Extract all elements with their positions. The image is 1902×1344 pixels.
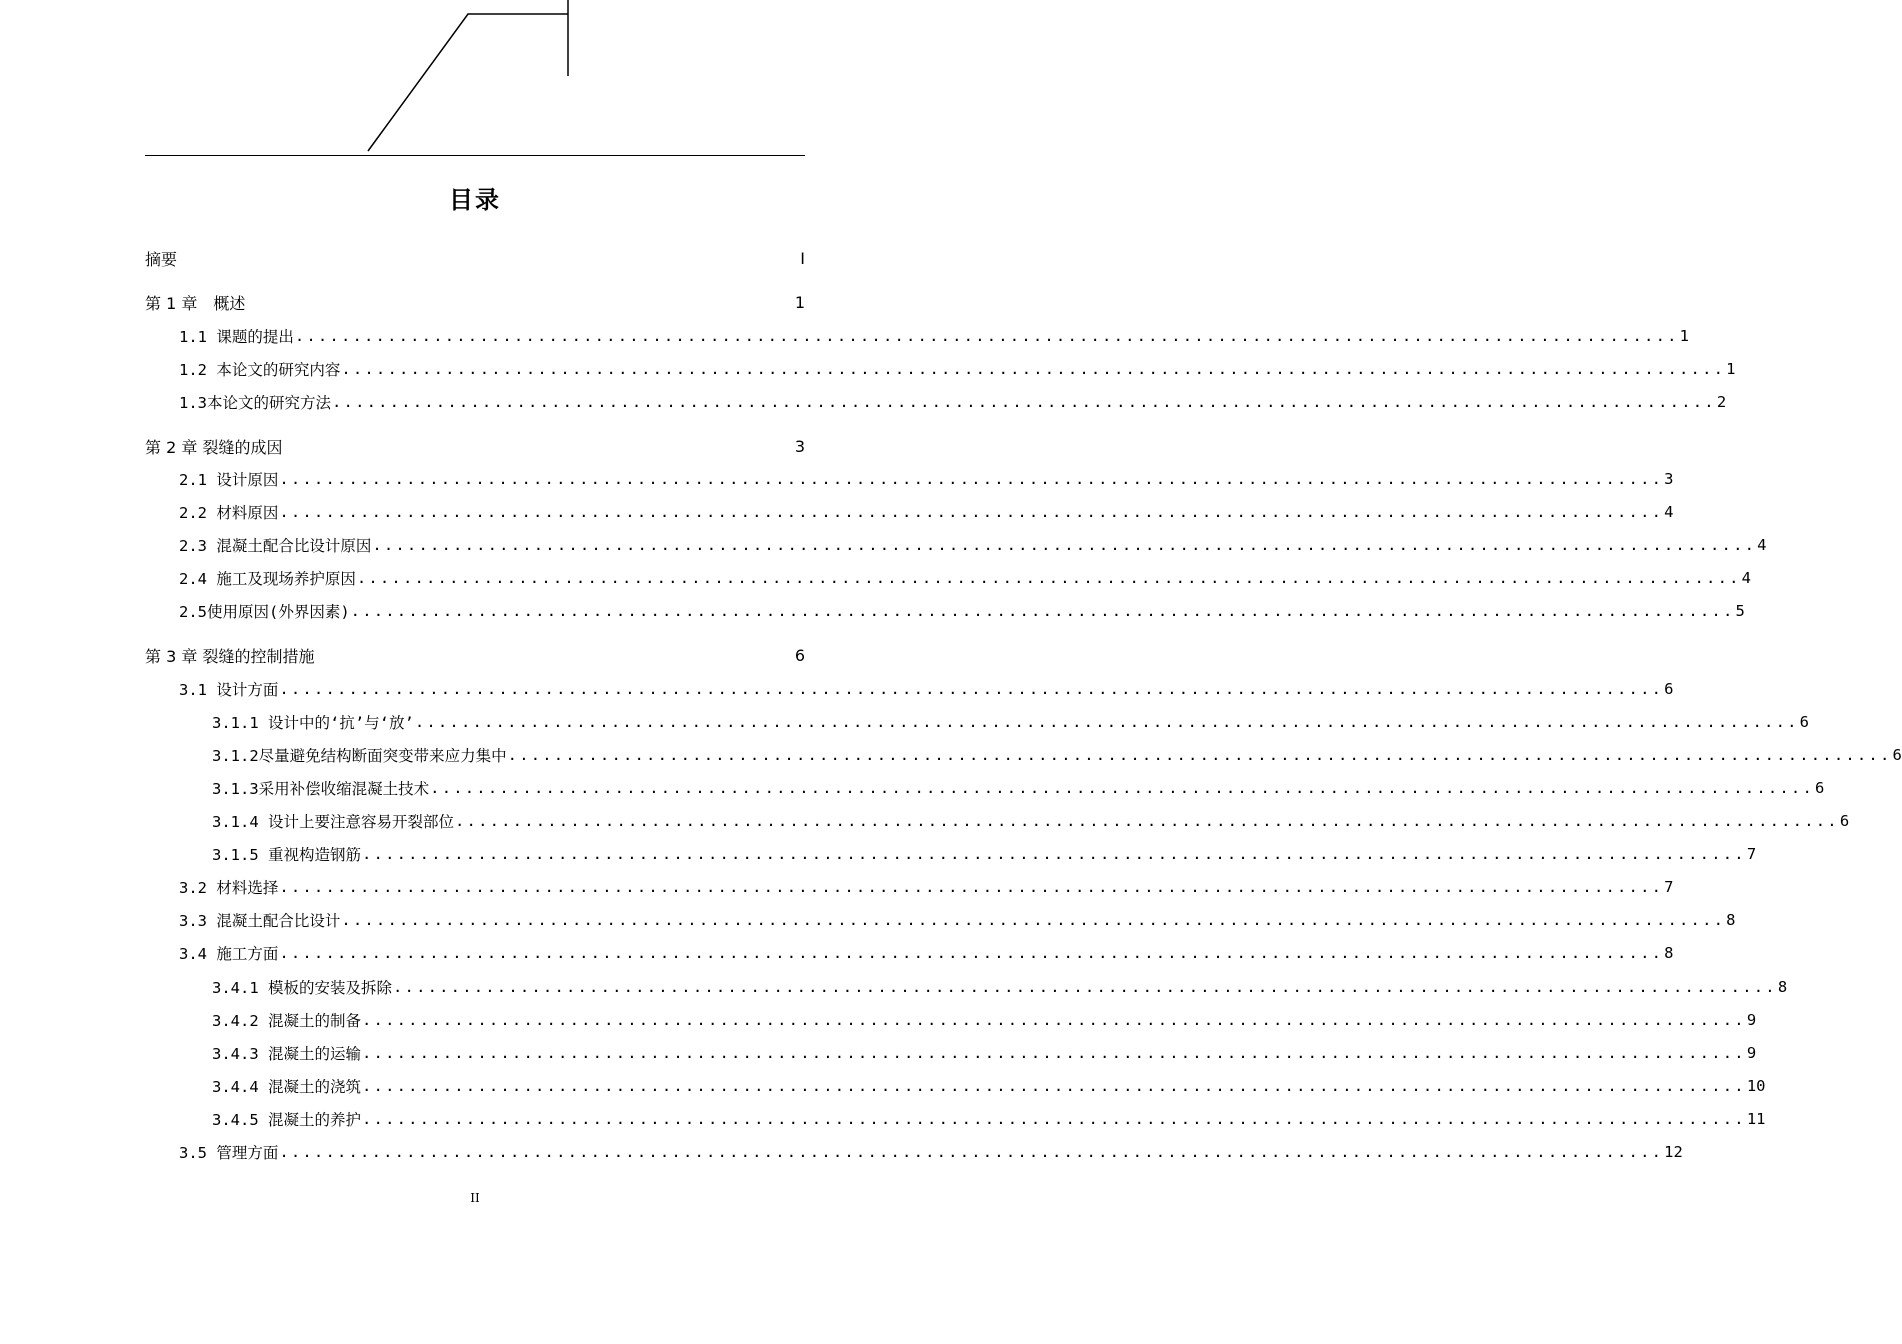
toc-dot-leader: ........................................................................................................................ <box>356 569 1741 588</box>
toc-entry-label: 3.2 材料选择 <box>179 879 279 898</box>
toc-entry-page: 6 <box>1664 679 1674 698</box>
toc-entry-page: 4 <box>1664 503 1674 522</box>
toc-entry[interactable] <box>145 937 1674 970</box>
toc-entry[interactable] <box>145 771 1825 804</box>
toc-dot-leader: ........................................................................................................................ <box>279 944 1664 963</box>
toc-dot-leader: ........................................................................................................................ <box>341 911 1726 930</box>
toc-entry-label: 1.2 本论文的研究内容 <box>179 360 341 379</box>
toc-entry[interactable] <box>145 1003 1757 1036</box>
toc-entry-label: 3.1.2尽量避免结构断面突变带来应力集中 <box>212 746 507 765</box>
toc-entry[interactable] <box>145 562 1751 595</box>
toc-entry-page: 1 <box>1679 326 1689 345</box>
toc-entry-page: 6 <box>1839 812 1850 831</box>
toc-entry-page: 4 <box>1757 536 1767 555</box>
toc-entry-label: 3.5 管理方面 <box>179 1143 279 1162</box>
toc-entry[interactable] <box>145 529 1767 562</box>
toc-entry-label: 第 1 章 概述 <box>145 294 246 314</box>
toc-entry[interactable] <box>145 639 805 672</box>
toc-dot-leader: ........................................................................................................................ <box>362 1010 1746 1029</box>
toc-entry-label: 3.4.5 混凝土的养护 <box>212 1110 361 1129</box>
toc-entry-page: 4 <box>1741 569 1751 588</box>
toc-entry-label: 3.4.1 模板的安装及拆除 <box>212 978 392 997</box>
toc-entry-page: 8 <box>1664 944 1674 963</box>
toc-entry[interactable] <box>145 838 1757 871</box>
toc-entry-label: 3.4.2 混凝土的制备 <box>212 1011 361 1030</box>
header-slant-line <box>368 14 568 151</box>
toc-entry-page: 8 <box>1777 977 1788 996</box>
toc-entry-label: 3.4.3 混凝土的运输 <box>212 1044 361 1063</box>
toc-entry-page: 10 <box>1746 1076 1766 1095</box>
toc-entry-page: 3 <box>1664 470 1674 489</box>
toc-dot-leader: ........................................................................................................................ <box>362 1076 1746 1095</box>
toc-entry[interactable] <box>145 595 1745 628</box>
toc-entry-label: 2.4 施工及现场养护原因 <box>179 570 356 589</box>
table-of-contents <box>145 242 1902 1169</box>
toc-entry-page: 12 <box>1664 1142 1683 1161</box>
toc-entry-label: 3.3 混凝土配合比设计 <box>179 912 341 931</box>
toc-entry-label: 1.3本论文的研究方法 <box>179 393 331 412</box>
toc-entry[interactable] <box>145 1135 1683 1168</box>
toc-entry-label: 3.1 设计方面 <box>179 680 279 699</box>
toc-dot-leader: ........................................................................................................................ <box>362 1043 1746 1062</box>
toc-entry-page: 8 <box>1726 911 1736 930</box>
toc-entry[interactable] <box>145 970 1788 1003</box>
toc-entry-page: 6 <box>1892 745 1902 764</box>
toc-dot-leader: ........................................................................................................................ <box>455 812 1839 831</box>
toc-entry[interactable] <box>145 496 1674 529</box>
toc-entry[interactable] <box>145 1102 1766 1135</box>
toc-entry[interactable] <box>145 705 1809 738</box>
toc-entry-page: 6 <box>794 646 805 666</box>
toc-entry-label: 第 2 章 裂缝的成因 <box>145 437 283 457</box>
toc-dot-leader: ........................................................................................................................ <box>507 745 1892 764</box>
toc-entry[interactable] <box>145 463 1674 496</box>
toc-entry[interactable] <box>145 352 1736 385</box>
toc-entry[interactable] <box>145 904 1736 937</box>
toc-entry-label: 第 3 章 裂缝的控制措施 <box>145 647 315 667</box>
toc-entry-label: 摘要 <box>145 250 178 270</box>
toc-dot-leader: ........................................................................................................................ <box>279 470 1664 489</box>
toc-dot-leader: ........................................................................................................................ <box>372 536 1757 555</box>
toc-entry-page: I <box>800 249 805 269</box>
toc-dot-leader: ........................................................................................................................ <box>362 1109 1746 1128</box>
toc-entry-label: 2.3 混凝土配合比设计原因 <box>179 537 372 556</box>
toc-entry-page: 7 <box>1746 845 1757 864</box>
header-rule <box>145 155 805 156</box>
toc-dot-leader: ........................................................................................................................ <box>393 977 1777 996</box>
toc-entry[interactable] <box>145 805 1850 838</box>
toc-dot-leader: ........................................................................................................................ <box>279 679 1664 698</box>
toc-dot-leader: ........................................................................................................................ <box>414 712 1799 731</box>
toc-entry-page: 7 <box>1664 878 1674 897</box>
toc-dot-leader: ........................................................................................................................ <box>279 1142 1664 1161</box>
toc-entry-label: 3.4.4 混凝土的浇筑 <box>212 1077 361 1096</box>
toc-entry[interactable] <box>145 1069 1766 1102</box>
toc-dot-leader: ........................................................................................................................ <box>362 845 1746 864</box>
toc-dot-leader: ........................................................................................................................ <box>332 392 1716 411</box>
toc-entry-label: 3.1.5 重视构造钢筋 <box>212 846 361 865</box>
toc-entry[interactable] <box>145 738 1902 771</box>
toc-entry[interactable] <box>145 385 1727 418</box>
toc-entry-label: 3.1.4 设计上要注意容易开裂部位 <box>212 813 454 832</box>
toc-entry[interactable] <box>145 242 805 275</box>
toc-entry-page: 3 <box>794 436 805 456</box>
toc-entry-page: 2 <box>1716 392 1727 411</box>
toc-entry[interactable] <box>145 871 1674 904</box>
toc-entry-label: 2.5使用原因(外界因素) <box>179 603 350 622</box>
toc-dot-leader: ........................................................................................................................ <box>279 503 1664 522</box>
toc-dot-leader: ........................................................................................................................ <box>341 359 1726 378</box>
toc-entry-page: 1 <box>794 293 805 313</box>
toc-entry[interactable] <box>145 1036 1757 1069</box>
toc-entry-page: 9 <box>1746 1010 1757 1029</box>
toc-dot-leader: ........................................................................................................................ <box>350 602 1735 621</box>
header-decoration <box>0 0 950 160</box>
toc-entry[interactable] <box>145 286 805 319</box>
toc-entry-page: 1 <box>1726 359 1736 378</box>
toc-entry-page: 6 <box>1799 712 1809 731</box>
toc-dot-leader: ........................................................................................................................ <box>279 878 1664 897</box>
toc-entry[interactable] <box>145 319 1689 352</box>
toc-entry-label: 3.1.1 设计中的‘抗’与‘放’ <box>212 713 414 732</box>
toc-entry-label: 1.1 课题的提出 <box>179 327 294 346</box>
toc-entry[interactable] <box>145 672 1674 705</box>
toc-entry-page: 11 <box>1746 1109 1766 1128</box>
toc-entry-label: 2.2 材料原因 <box>179 504 279 523</box>
toc-entry[interactable] <box>145 429 805 462</box>
toc-entry-label: 2.1 设计原因 <box>179 471 279 490</box>
toc-entry-page: 5 <box>1735 602 1745 621</box>
toc-entry-page: 6 <box>1815 778 1825 797</box>
toc-dot-leader: ........................................................................................................................ <box>430 778 1814 797</box>
toc-entry-label: 3.4 施工方面 <box>179 945 279 964</box>
toc-dot-leader: ........................................................................................................................ <box>294 326 1679 345</box>
page-title: 目录 <box>449 186 501 214</box>
toc-entry-page: 9 <box>1746 1043 1757 1062</box>
page-number: II <box>470 1191 480 1205</box>
toc-entry-label: 3.1.3采用补偿收缩混凝土技术 <box>212 779 430 798</box>
